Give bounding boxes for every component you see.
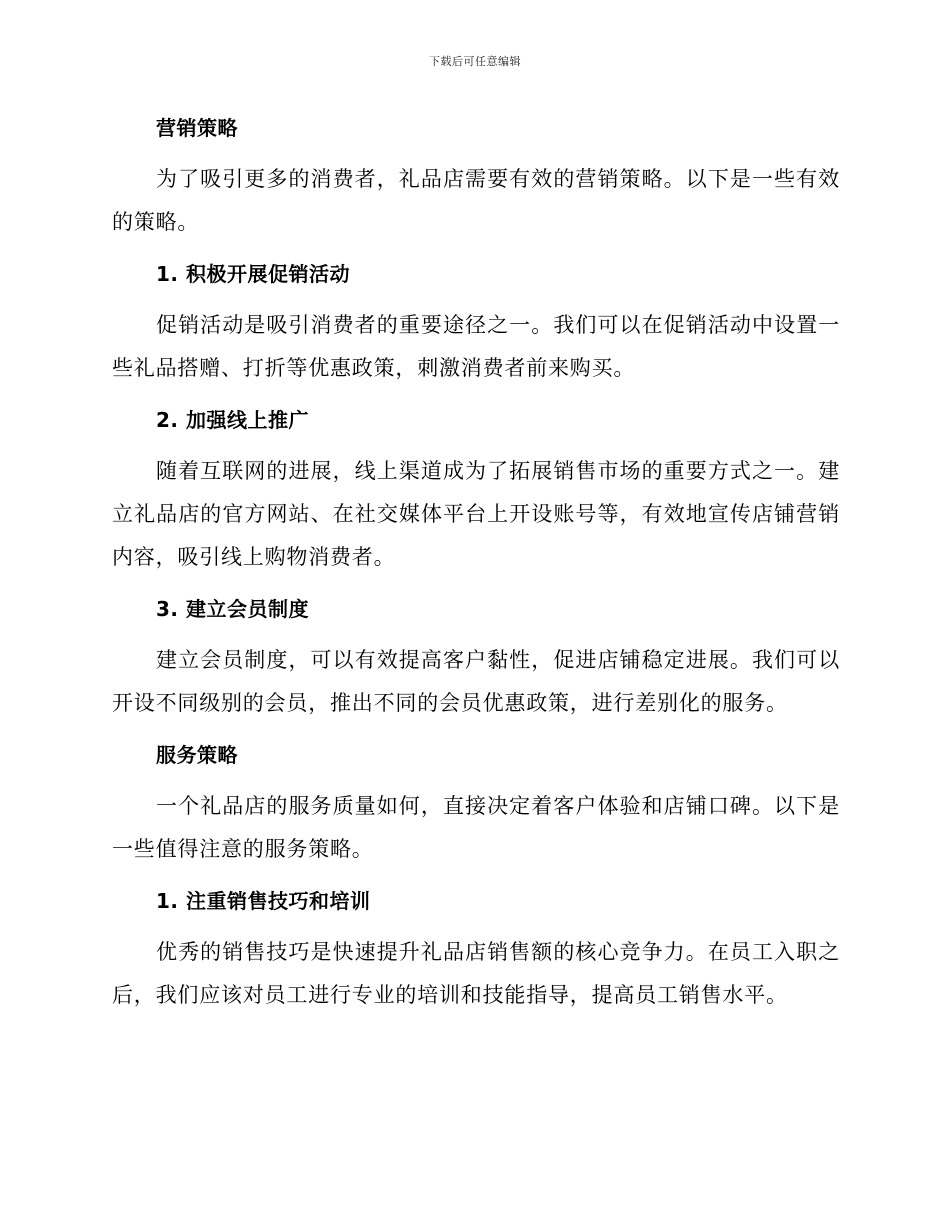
section-paragraph-sales-training: 优秀的销售技巧是快速提升礼品店销售额的核心竞争力。在员工入职之后，我们应该对员工进行专业的培训和技能指导，提高员工销售水平。 bbox=[112, 940, 840, 1007]
section-paragraph-online-promotion: 随着互联网的进展，线上渠道成为了拓展销售市场的重要方式之一。建立礼品店的官方网站、在社交媒体平台上开设账号等，有效地宣传店铺营销内容，吸引线上购物消费者。 bbox=[112, 459, 840, 569]
section-heading-service-strategy: 服务策略 bbox=[156, 743, 238, 767]
page-header: 下载后可任意编辑 bbox=[429, 55, 521, 68]
section-paragraph-promotions: 促销活动是吸引消费者的重要途径之一。我们可以在促销活动中设置一些礼品搭赠、打折等优惠政策，刺激消费者前来购买。 bbox=[112, 313, 840, 380]
document-body bbox=[112, 110, 840, 1017]
section-paragraph-membership: 建立会员制度，可以有效提高客户黏性，促进店铺稳定进展。我们可以开设不同级别的会员，推出不同的会员优惠政策，进行差别化的服务。 bbox=[112, 648, 840, 715]
section-heading-marketing-strategy: 营销策略 bbox=[156, 116, 238, 140]
section-paragraph-marketing-intro: 为了吸引更多的消费者，礼品店需要有效的营销策略。以下是一些有效的策略。 bbox=[112, 167, 840, 234]
section-paragraph-service-intro: 一个礼品店的服务质量如何，直接决定着客户体验和店铺口碑。以下是一些值得注意的服务策略。 bbox=[112, 794, 840, 861]
section-heading-membership: 3. 建立会员制度 bbox=[156, 597, 309, 621]
section-heading-sales-training: 1. 注重销售技巧和培训 bbox=[156, 889, 371, 913]
section-heading-promotions: 1. 积极开展促销活动 bbox=[156, 262, 350, 286]
section-heading-online-promotion: 2. 加强线上推广 bbox=[156, 408, 309, 432]
